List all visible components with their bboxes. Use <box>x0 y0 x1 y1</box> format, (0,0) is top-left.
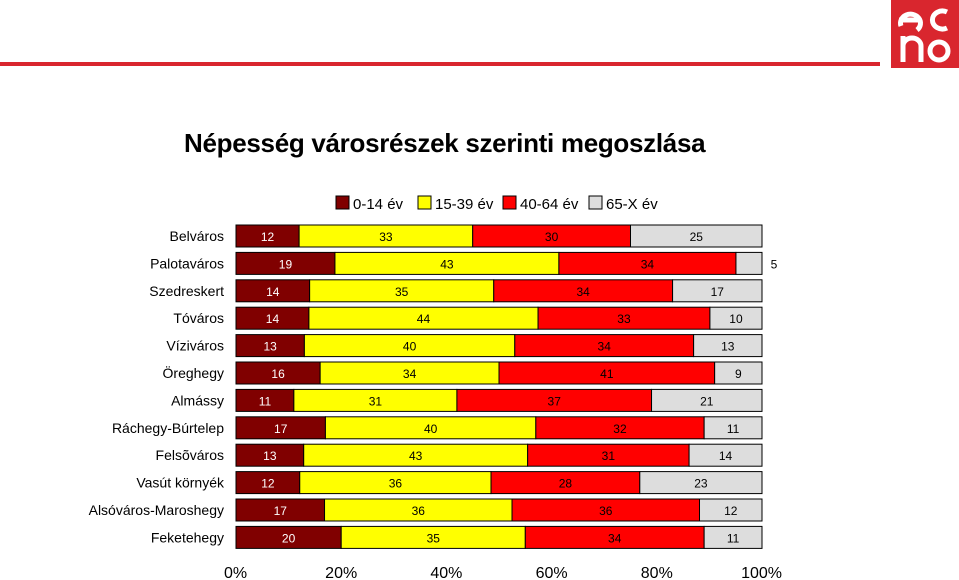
data-label: 34 <box>597 339 611 354</box>
x-tick-label: 100% <box>741 565 782 580</box>
data-label: 32 <box>613 421 627 436</box>
data-label: 19 <box>278 257 293 272</box>
data-label: 5 <box>770 257 778 272</box>
data-label: 12 <box>260 230 275 244</box>
category-label: Víziváros <box>166 337 224 354</box>
data-label: 28 <box>558 476 573 491</box>
data-label: 40 <box>423 421 438 436</box>
category-label: Alsóváros-Maroshegy <box>88 502 224 518</box>
data-label: 37 <box>547 394 561 409</box>
data-label: 9 <box>734 367 742 381</box>
data-label: 41 <box>600 367 614 381</box>
legend-label-2: 40-64 év <box>520 196 579 213</box>
legend-swatch-0 <box>336 196 349 209</box>
data-label: 33 <box>379 230 393 244</box>
legend-swatch-1 <box>418 196 431 209</box>
category-axis <box>89 228 225 545</box>
data-label: 43 <box>408 449 423 464</box>
data-label: 13 <box>263 339 277 354</box>
x-tick-label: 80% <box>640 565 673 580</box>
data-label: 36 <box>411 504 425 518</box>
legend-swatch-3 <box>589 196 602 209</box>
data-label: 14 <box>265 312 280 327</box>
data-label: 25 <box>689 230 703 244</box>
legend-label-1: 15-39 év <box>435 196 494 213</box>
x-tick-label: 20% <box>325 565 358 580</box>
x-axis <box>224 565 782 580</box>
category-label: Belváros <box>169 228 224 244</box>
data-label: 23 <box>694 476 708 491</box>
data-label: 34 <box>640 257 655 272</box>
data-label: 31 <box>601 449 616 464</box>
data-label: 44 <box>416 312 431 327</box>
data-label: 31 <box>368 394 383 409</box>
bar-segment <box>736 252 762 274</box>
data-label: 20 <box>281 531 296 546</box>
plot-area <box>236 225 778 548</box>
category-label: Feketehegy <box>150 529 224 546</box>
data-label: 35 <box>395 284 409 299</box>
data-label: 36 <box>388 476 403 491</box>
legend-label-3: 65-X év <box>606 196 658 213</box>
category-label: Öreghegy <box>162 365 224 381</box>
data-label: 34 <box>402 367 417 381</box>
data-label: 17 <box>274 421 288 436</box>
data-label: 13 <box>721 339 735 354</box>
legend-label-0: 0-14 év <box>353 196 404 213</box>
data-label: 10 <box>729 312 743 327</box>
legend <box>336 196 658 213</box>
category-label: Ráchegy-Búrtelep <box>111 419 224 436</box>
x-tick-label: 0% <box>224 565 248 580</box>
x-tick-label: 40% <box>430 565 463 580</box>
legend-swatch-2 <box>503 196 516 209</box>
chart-title: Népesség városrészek szerinti megoszlása <box>184 128 706 158</box>
data-label: 36 <box>599 504 613 518</box>
category-label: Vasút környék <box>136 474 224 491</box>
data-label: 17 <box>273 504 287 518</box>
data-label: 11 <box>726 531 740 546</box>
data-label: 33 <box>617 312 631 327</box>
category-label: Szedreskert <box>149 282 224 299</box>
category-label: Almássy <box>171 392 224 409</box>
data-label: 16 <box>271 367 285 381</box>
data-label: 14 <box>718 449 733 464</box>
data-label: 34 <box>608 531 622 546</box>
data-label: 30 <box>544 230 559 244</box>
x-tick-label: 60% <box>535 565 568 580</box>
data-label: 13 <box>263 449 277 464</box>
category-label: Felsõváros <box>155 447 224 464</box>
data-label: 11 <box>258 394 272 409</box>
category-label: Tóváros <box>173 310 224 327</box>
data-label: 34 <box>576 284 590 299</box>
category-label: Palotaváros <box>150 255 224 272</box>
data-label: 11 <box>726 421 740 436</box>
data-label: 14 <box>266 284 280 299</box>
data-label: 35 <box>426 531 440 546</box>
data-label: 12 <box>724 504 738 518</box>
data-label: 43 <box>440 257 454 272</box>
data-label: 12 <box>261 476 275 491</box>
data-label: 21 <box>700 394 714 409</box>
data-label: 40 <box>402 339 417 354</box>
data-label: 17 <box>710 284 724 299</box>
